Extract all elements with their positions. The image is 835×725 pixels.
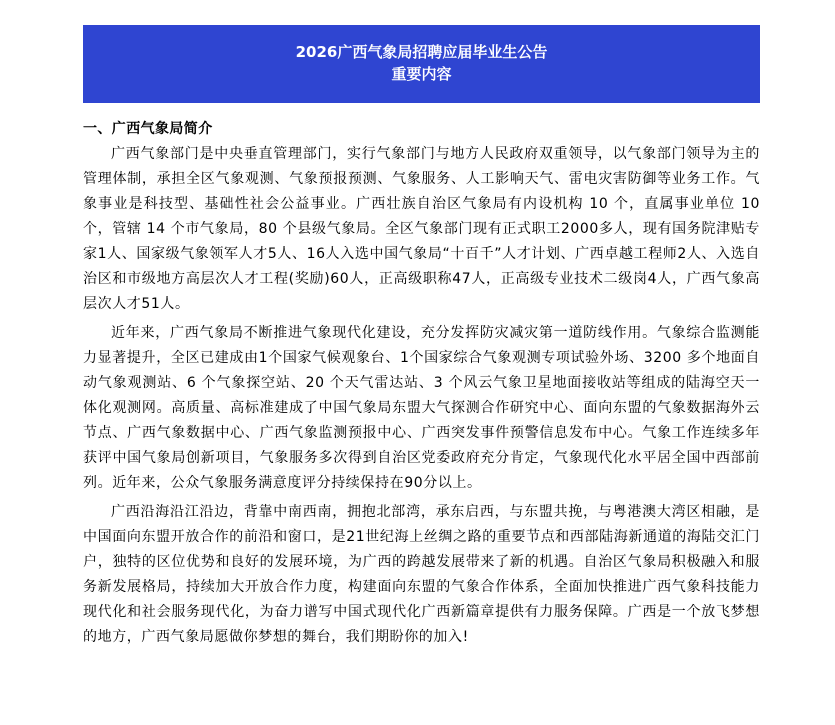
paragraph-intro: 广西气象部门是中央垂直管理部门，实行气象部门与地方人民政府双重领导，以气象部门领导为主的管理体制，承担全区气象观测、气象预报预测、气象服务、人工影响天气、雷电灾害防御等业务工作。气象事业是科技型、基础性社会公益事业。广西壮族自治区气象局有内设机构 10 个，直属事业单位 10 个，管辖 14 个市气象局，80 个县级气象局。全区气象部门现有正式职工2000多人，现有国务院津贴专家1人、国家级气象领军人才5人、16人入选中国气象局“十百千”人才计划、广西卓越工程师2人、入选自治区和市级地方高层次人才工程(奖励)60人，正高级职称47人，正高级专业技术二级岗4人，广西气象高层次人才51人。 <box>83 146 760 312</box>
paragraph-modernization: 近年来，广西气象局不断推进气象现代化建设，充分发挥防灾减灾第一道防线作用。气象综合监测能力显著提升，全区已建成由1个国家气候观象台、1个国家综合气象观测专项试验外场、3200 多个地面自动气象观测站、6 个气象探空站、20 个天气雷达站、3 个风云气象卫星地面接收站等组成的陆海空天一体化观测网。高质量、高标准建成了中国气象局东盟大气探测合作研究中心、面向东盟的气象数据海外云节点、广西气象数据中心、广西气象监测预报中心、广西突发事件预警信息发布中心。气象工作连续多年获评中国气象局创新项目，气象服务多次得到自治区党委政府充分肯定，气象现代化水平居全国中西部前列。近年来，公众气象服务满意度评分持续保持在90分以上。 <box>83 325 760 491</box>
title-banner <box>83 25 760 103</box>
page-title: 2026广西气象局招聘应届毕业生公告 <box>295 43 548 61</box>
article-body <box>83 117 760 654</box>
page-subtitle: 重要内容 <box>391 65 452 83</box>
section-heading: 一、广西气象局简介 <box>83 121 213 137</box>
paragraph-location: 广西沿海沿江沿边，背靠中南西南，拥抱北部湾，承东启西，与东盟共挽，与粤港澳大湾区相融，是中国面向东盟开放合作的前沿和窗口，是21世纪海上丝绸之路的重要节点和西部陆海新通道的海陆交汇门户，独特的区位优势和良好的发展环境，为广西的跨越发展带来了新的机遇。自治区气象局积极融入和服务新发展格局，持续加大开放合作力度，构建面向东盟的气象合作体系，全面加快推进广西气象科技能力现代化和社会服务现代化，为奋力谱写中国式现代化广西新篇章提供有力服务保障。广西是一个放飞梦想的地方，广西气象局愿做你梦想的舞台，我们期盼你的加入! <box>83 504 760 645</box>
